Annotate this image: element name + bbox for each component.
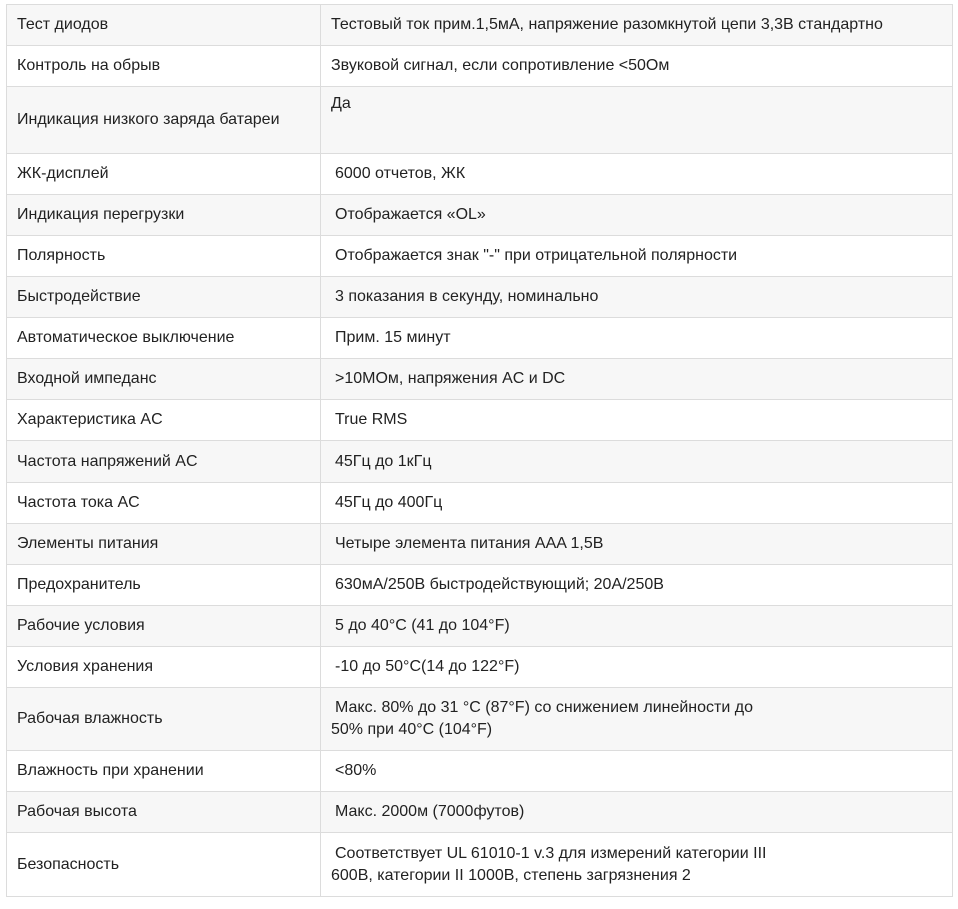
spec-label: Условия хранения (17, 658, 154, 675)
spec-value-cell (321, 359, 953, 400)
spec-label-cell (7, 154, 321, 195)
spec-label: Рабочие условия (17, 617, 145, 634)
spec-value-line: Соответствует UL 61010-1 v.3 для измерений категории III (335, 844, 767, 862)
spec-value-line: Макс. 80% до 31 °C (87°F) со снижением линейности до (335, 699, 753, 716)
spec-label-cell (7, 441, 321, 483)
spec-label: Индикация низкого заряда батареи (17, 111, 280, 128)
table-row (7, 5, 953, 46)
spec-value-line: Четыре элемента питания AAA 1,5В (335, 535, 604, 552)
table-row (7, 441, 953, 483)
spec-label-cell (7, 277, 321, 318)
spec-value-line: Макс. 2000м (7000футов) (335, 803, 525, 820)
spec-label-cell (7, 751, 321, 792)
spec-value-cell (321, 647, 953, 688)
spec-value-line: 600В, категории II 1000В, степень загрязнения 2 (331, 866, 691, 884)
spec-value-cell (321, 400, 953, 441)
spec-value-cell (321, 565, 953, 606)
table-row (7, 236, 953, 277)
table-row (7, 87, 953, 154)
table-row (7, 792, 953, 833)
table-row (7, 606, 953, 647)
spec-label-cell (7, 87, 321, 154)
spec-value-line: True RMS (335, 411, 408, 428)
spec-value-line: Отображается «OL» (335, 206, 486, 223)
spec-value-cell (321, 792, 953, 833)
spec-value-line: Прим. 15 минут (335, 329, 451, 346)
spec-value-cell (321, 154, 953, 195)
spec-label: Быстродействие (17, 288, 141, 305)
specifications-table (6, 4, 953, 897)
spec-label: Входной импеданс (17, 370, 157, 387)
table-row (7, 751, 953, 792)
table-row (7, 524, 953, 565)
spec-value-cell (321, 236, 953, 277)
spec-label-cell (7, 524, 321, 565)
spec-label: Индикация перегрузки (17, 206, 185, 223)
spec-value-cell (321, 688, 953, 751)
spec-label: ЖК-дисплей (17, 165, 109, 182)
spec-label-cell (7, 46, 321, 87)
spec-label: Влажность при хранении (17, 762, 204, 779)
spec-label-cell (7, 565, 321, 606)
spec-value-cell (321, 277, 953, 318)
table-row (7, 46, 953, 87)
table-row (7, 359, 953, 400)
spec-value-line: 45Гц до 1кГц (335, 452, 432, 470)
spec-label: Автоматическое выключение (17, 329, 235, 346)
spec-value-cell (321, 87, 953, 154)
spec-label-cell (7, 318, 321, 359)
spec-value-cell (321, 441, 953, 483)
table-row (7, 195, 953, 236)
spec-value-line: <80% (335, 762, 377, 779)
spec-value-line: 45Гц до 400Гц (335, 494, 443, 511)
spec-value-line: Звуковой сигнал, если сопротивление <50Ом (331, 57, 670, 74)
spec-value-cell (321, 751, 953, 792)
table-row (7, 833, 953, 897)
spec-label: Безопасность (17, 855, 120, 873)
spec-label-cell (7, 236, 321, 277)
spec-value-cell (321, 483, 953, 524)
spec-value-line: 5 до 40°C (41 до 104°F) (335, 617, 510, 634)
spec-value-line: >10МОм, напряжения AC и DC (335, 370, 566, 387)
table-row (7, 400, 953, 441)
spec-label: Элементы питания (17, 535, 159, 552)
table-row (7, 277, 953, 318)
spec-value-line: 50% при 40°C (104°F) (331, 721, 493, 738)
specifications-table-body (7, 5, 953, 897)
spec-label-cell (7, 195, 321, 236)
spec-label: Контроль на обрыв (17, 57, 161, 74)
spec-value-cell (321, 606, 953, 647)
spec-label: Рабочая высота (17, 803, 137, 820)
spec-label: Рабочая влажность (17, 710, 163, 727)
spec-value-line: 3 показания в секунду, номинально (335, 288, 599, 305)
table-row (7, 483, 953, 524)
spec-label-cell (7, 5, 321, 46)
spec-value-line: Да (331, 95, 351, 112)
spec-label-cell (7, 359, 321, 400)
spec-value-cell (321, 833, 953, 897)
spec-value-cell (321, 46, 953, 87)
spec-label: Характеристика AC (17, 411, 163, 428)
spec-label: Полярность (17, 247, 106, 264)
spec-value-line: 6000 отчетов, ЖК (335, 165, 466, 182)
spec-label-cell (7, 647, 321, 688)
table-row (7, 565, 953, 606)
spec-label: Частота напряжений AC (17, 452, 198, 470)
table-row (7, 688, 953, 751)
table-row (7, 154, 953, 195)
spec-value-line: Тестовый ток прим.1,5мА, напряжение разомкнутой цепи 3,3В стандартно (331, 16, 883, 33)
spec-value-line: -10 до 50°C(14 до 122°F) (335, 658, 520, 675)
spec-label: Предохранитель (17, 576, 141, 593)
spec-label-cell (7, 483, 321, 524)
spec-label: Частота тока AC (17, 494, 140, 511)
table-row (7, 318, 953, 359)
spec-label-cell (7, 833, 321, 897)
spec-value-cell (321, 524, 953, 565)
spec-value-line: Отображается знак "-" при отрицательной полярности (335, 247, 738, 264)
spec-label-cell (7, 400, 321, 441)
spec-label-cell (7, 792, 321, 833)
spec-label: Тест диодов (17, 16, 109, 33)
spec-value-cell (321, 318, 953, 359)
spec-value-line: 630мА/250В быстродействующий; 20А/250В (335, 576, 664, 593)
spec-value-cell (321, 5, 953, 46)
spec-value-cell (321, 195, 953, 236)
table-row (7, 647, 953, 688)
spec-label-cell (7, 688, 321, 751)
spec-label-cell (7, 606, 321, 647)
